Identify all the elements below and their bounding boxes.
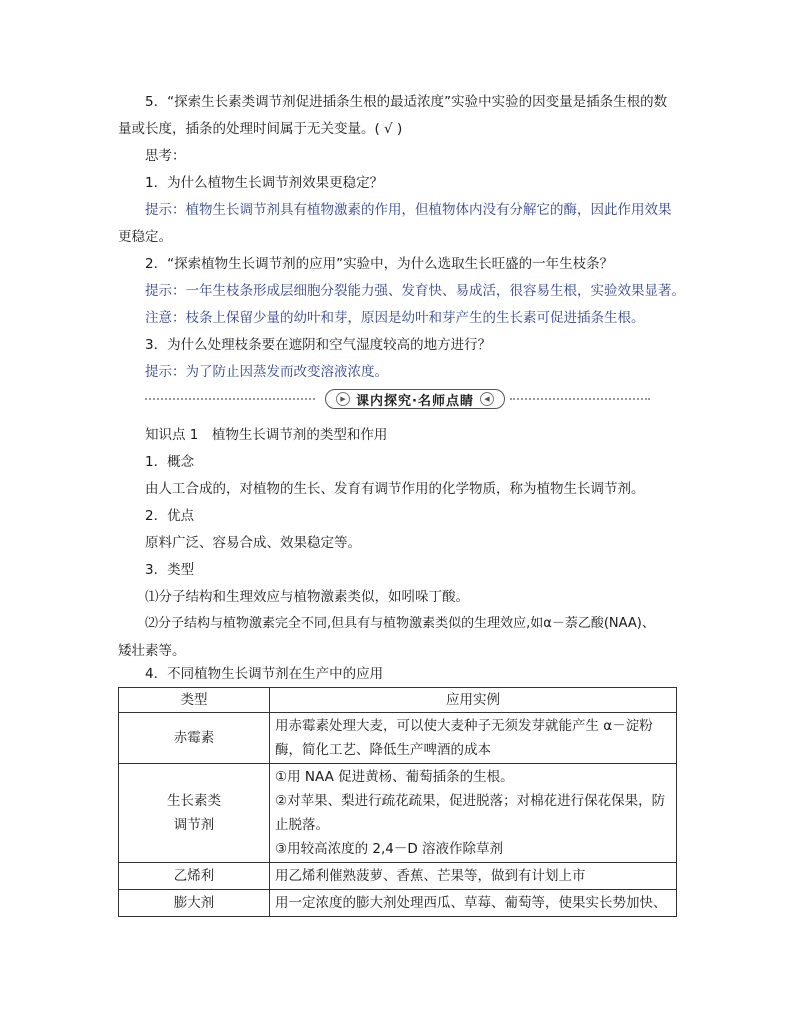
row-type — [119, 713, 270, 764]
table-row — [119, 764, 677, 863]
row-example — [270, 890, 677, 917]
think-heading: 思考： — [145, 148, 186, 164]
table-row — [119, 713, 677, 764]
example-line: ③用较高浓度的 2,4－D 溶液作除草剂 — [275, 841, 504, 857]
heading-concept: 1．概念 — [145, 454, 195, 470]
concept-text: 由人工合成的，对植物的生长、发育有调节作用的化学物质，称为植物生长调节剂。 — [145, 481, 645, 497]
type-line: 生长素类 — [167, 793, 221, 809]
row-example — [270, 764, 677, 863]
note-2: 注意：枝条上保留少量的幼叶和芽，原因是幼叶和芽产生的生长素可促进插条生根。 — [145, 310, 645, 326]
example-line: 酶，简化工艺、降低生产啤酒的成本 — [275, 742, 491, 758]
banner-title: 课内探究·名师点睛 — [356, 393, 474, 409]
row-example — [270, 863, 677, 890]
example-line: ②对苹果、梨进行疏花疏果，促进脱落；对棉花进行保花保果，防 — [275, 793, 666, 809]
type-2-line2: 矮壮素等。 — [118, 643, 186, 659]
hint-2: 提示：一年生枝条形成层细胞分裂能力强、发育快、易成活，很容易生根，实验效果显著。 — [145, 283, 685, 299]
applications-table — [118, 687, 677, 917]
table-row — [119, 890, 677, 917]
play-left-icon: ◀ — [480, 392, 494, 406]
advantages-text: 原料广泛、容易合成、效果稳定等。 — [145, 535, 361, 551]
type-1: ⑴分子结构和生理效应与植物激素类似，如吲哚丁酸。 — [145, 589, 469, 605]
example-line: 止脱落。 — [275, 817, 329, 833]
section-banner — [145, 389, 650, 409]
row-type — [119, 890, 270, 917]
hint-1-line2: 更稳定。 — [118, 229, 172, 245]
example-line: ①用 NAA 促进黄杨、葡萄插条的生根。 — [275, 769, 514, 785]
question-3: 3．为什么处理枝条要在遮阴和空气湿度较高的地方进行？ — [145, 337, 492, 353]
heading-types: 3．类型 — [145, 562, 195, 578]
row-type — [119, 764, 270, 863]
example-line: 用乙烯利催熟菠萝、香蕉、芒果等，做到有计划上市 — [275, 868, 586, 884]
question-1: 1．为什么植物生长调节剂效果更稳定？ — [145, 175, 384, 191]
play-right-icon: ▶ — [336, 392, 350, 406]
type-line: 乙烯利 — [173, 868, 215, 884]
row-type — [119, 863, 270, 890]
example-line: 用赤霉素处理大麦，可以使大麦种子无须发芽就能产生 α－淀粉 — [275, 718, 653, 734]
header-example: 应用实例 — [270, 688, 677, 713]
row-example — [270, 713, 677, 764]
type-line: 膨大剂 — [173, 895, 215, 911]
item5-line2: 量或长度，插条的处理时间属于无关变量。( √ ) — [118, 121, 403, 137]
type-2-line1: ⑵分子结构与植物激素完全不同,但具有与植物激素类似的生理效应,如α－萘乙酸(NAA)、 — [145, 616, 655, 631]
knowledge-point-title: 知识点 1 植物生长调节剂的类型和作用 — [145, 427, 388, 443]
table-row — [119, 863, 677, 890]
header-type: 类型 — [119, 688, 270, 713]
heading-advantages: 2．优点 — [145, 508, 195, 524]
table-header-row — [119, 688, 677, 713]
item5-line1: 5．“探索生长素类调节剂促进插条生根的最适浓度”实验中实验的因变量是插条生根的数 — [145, 94, 668, 110]
type-line: 调节剂 — [173, 817, 215, 833]
hint-1-line1: 提示：植物生长调节剂具有植物激素的作用，但植物体内没有分解它的酶，因此作用效果 — [145, 202, 672, 218]
question-2: 2．“探索植物生长调节剂的应用”实验中，为什么选取生长旺盛的一年生枝条？ — [145, 256, 614, 272]
banner-divider-left — [145, 398, 315, 400]
example-line: 用一定浓度的膨大剂处理西瓜、草莓、葡萄等，使果实长势加快、 — [275, 895, 667, 911]
type-line: 赤霉素 — [173, 730, 215, 746]
banner-divider-right — [510, 398, 650, 400]
hint-3: 提示：为了防止因蒸发而改变溶液浓度。 — [145, 364, 388, 380]
banner-pill — [325, 389, 505, 409]
heading-applications: 4．不同植物生长调节剂在生产中的应用 — [145, 666, 384, 682]
